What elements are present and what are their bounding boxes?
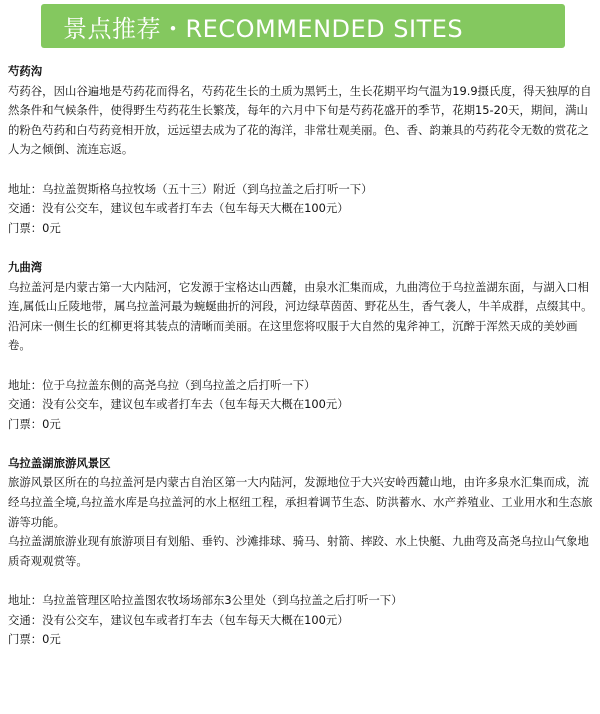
site-ticket: 门票：0元 (8, 632, 61, 647)
site-section-shaoyao-gou (8, 62, 594, 238)
site-address: 地址：位于乌拉盖东侧的高尧乌拉（到乌拉盖之后打听一下） (8, 377, 316, 392)
site-transport: 交通：没有公交车，建议包车或者打车去（包车每天大概在100元） (8, 201, 349, 216)
banner-title: 景点推荐・RECOMMENDED SITES (63, 14, 464, 43)
site-transport: 交通：没有公交车，建议包车或者打车去（包车每天大概在100元） (8, 397, 349, 412)
site-address: 地址：乌拉盖贺斯格乌拉牧场（五十三）附近（到乌拉盖之后打听一下） (8, 181, 373, 196)
site-description: 芍药谷，因山谷遍地是芍药花而得名，芍药花生长的土质为黑钙土，生长花期平均气温为19.9摄氏度，得天独厚的自然条件和气候条件，使得野生芍药花生长繁茂，每年的六月中下旬是芍药花盛开的季节，花期15-20天，期间，满山的粉色芍药和白芍药竞相开放，远远望去成为了花的海洋，非常壮观美丽。色、香、韵兼具的芍药花令无数的赏花之人为之倾倒、流连忘返。 (8, 83, 592, 157)
site-info (8, 591, 594, 650)
site-title: 九曲湾 (8, 259, 43, 274)
site-description: 乌拉盖河是内蒙古第一大内陆河，它发源于宝格达山西麓，由泉水汇集而成，九曲湾位于乌拉盖湖东面，与湖入口相连,属低山丘陵地带，属乌拉盖河最为蜿蜒曲折的河段，河边绿草茵茵、野花丛生，香气袭人，牛羊成群，点缀其中。沿河床一侧生长的红柳更将其装点的清晰而美丽。在这里您将叹服于大自然的鬼斧神工，沉醉于浑然天成的美妙画卷。 (8, 279, 593, 353)
site-description: 乌拉盖湖旅游业现有旅游项目有划船、垂钓、沙滩排球、骑马、射箭、摔跤、水上快艇、九曲弯及高尧乌拉山气象地质奇观观赏等。 (8, 534, 589, 568)
site-title: 乌拉盖湖旅游风景区 (8, 455, 111, 470)
site-info (8, 180, 594, 239)
site-transport: 交通：没有公交车，建议包车或者打车去（包车每天大概在100元） (8, 612, 349, 627)
site-info (8, 376, 594, 435)
site-description: 旅游风景区所在的乌拉盖河是内蒙古自治区第一大内陆河，发源地位于大兴安岭西麓山地，由许多泉水汇集而成，流经乌拉盖全境,乌拉盖水库是乌拉盖河的水上枢纽工程，承担着调节生态、防洪蓄水、水产养殖业、工业用水和生态旅游等功能。 (8, 475, 593, 529)
site-ticket: 门票：0元 (8, 220, 61, 235)
section-banner (41, 4, 565, 48)
site-title: 芍药沟 (8, 64, 43, 78)
recommended-sites-list (8, 62, 594, 650)
site-address: 地址：乌拉盖管理区哈拉盖图农牧场场部东3公里处（到乌拉盖之后打听一下） (8, 593, 403, 608)
site-section-jiuqu-wan (8, 258, 594, 434)
site-ticket: 门票：0元 (8, 416, 61, 431)
site-section-wulagai-lake (8, 454, 594, 650)
